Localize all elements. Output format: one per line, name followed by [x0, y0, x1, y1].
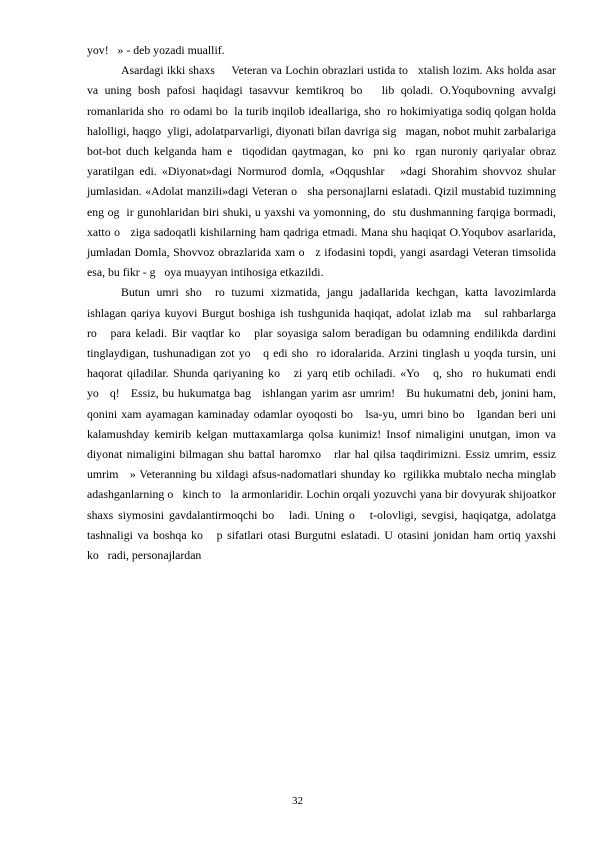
paragraph-3: Butun umri sho ro tuzumi xizmatida, jangu jadallarida kechgan, katta lavozimlarda ishlagan qariya kuyovi Burgut boshiga ish tushgunida haqiqat, adolat izlab ma sul rahbarlarga ro para keladi. Bir vaqtlar ko plar soyasiga salom beradigan bu odamning endilikda dardini tinglaydigan, tushunadigan zot yo q edi sho ro idoralarida. Arzini tinglash u yoqda tursin, uni haqorat qiladilar. Shunda qariyaning ko zi yarq etib ochiladi. «Yo q, sho ro hukumati endi yo q! Essiz, bu hukumatga bag ishlangan yarim asr umrim! Bu hukumatni deb, jonini ham, qonini xam ayamagan kaminaday odamlar oyoqosti bo lsa-yu, umri bino bo lgandan beri uni kalamushday kemirib kelgan muttaxamlarga qolsa kunimiz! Insof nimaligini unutgan, imon va diyonat nimaligini bilmagan shu battal haromxo rlar hal qilsa taqdirimizni. Essiz umrim, essiz umrim » Veteranning bu xildagi afsus-nadomatlari shunday ko rgilikka mubtalo necha minglab adashganlarning o kinch to la armonlaridir. Lochin orqali yozuvchi yana bir dovyurak shijoatkor shaxs siymosini gavdalantirmoqchi bo ladi. Uning o t-olovligi, sevgisi, haqiqatga, adolatga tashnaligi va boshqa ko p sifatlari otasi Burgutni eslatadi. U otasini jonidan ham ortiq yaxshi ko radi, personajlardan [87, 285, 556, 563]
page-number: 32 [292, 795, 303, 807]
paragraph-2: Asardagi ikki shaxs Veteran va Lochin obrazlari ustida to xtalish lozim. Aks holda asar va uning bosh pafosi haqidagi tasavvur kemtikroq bo lib qoladi. O.Yoqubovning avvalgi romanlarida sho ro odami bo la turib inqilob ideallariga, sho ro hokimiyatiga sodiq qolgan holda halolligi, haqgo yligi, adolatparvarligi, diyonati bilan davriga sig magan, nobot muhit zarbalariga bot-bot duch kelganda ham e tiqodidan qaytmagan, ko pni ko rgan nuroniy qariyalar obraz yaratilgan edi. «Diyonat»dagi Normurod domla, «Oqqushlar »dagi Shorahim shovvoz shular jumlasidan. «Adolat manzili»dagi Veteran o sha personajlarni eslatadi. Qizil mustabid tuzimning eng og ir gunohlaridan biri shuki, u yaxshi va yomonning, do stu dushmanning farqiga bormadi, xatto o ziga sadoqatli kishilarning ham qadriga etmadi. Mana shu haqiqat O.Yoqubov asarlarida, jumladan Domla, Shovvoz obrazlarida xam o z ifodasini topdi, yangi asardagi Veteran timsolida esa, bu fikr - g oya muayyan intihosiga etkazildi. [87, 63, 556, 280]
document-page [87, 40, 556, 565]
paragraph-1: yov! » - deb yozadi muallif. [87, 43, 225, 57]
